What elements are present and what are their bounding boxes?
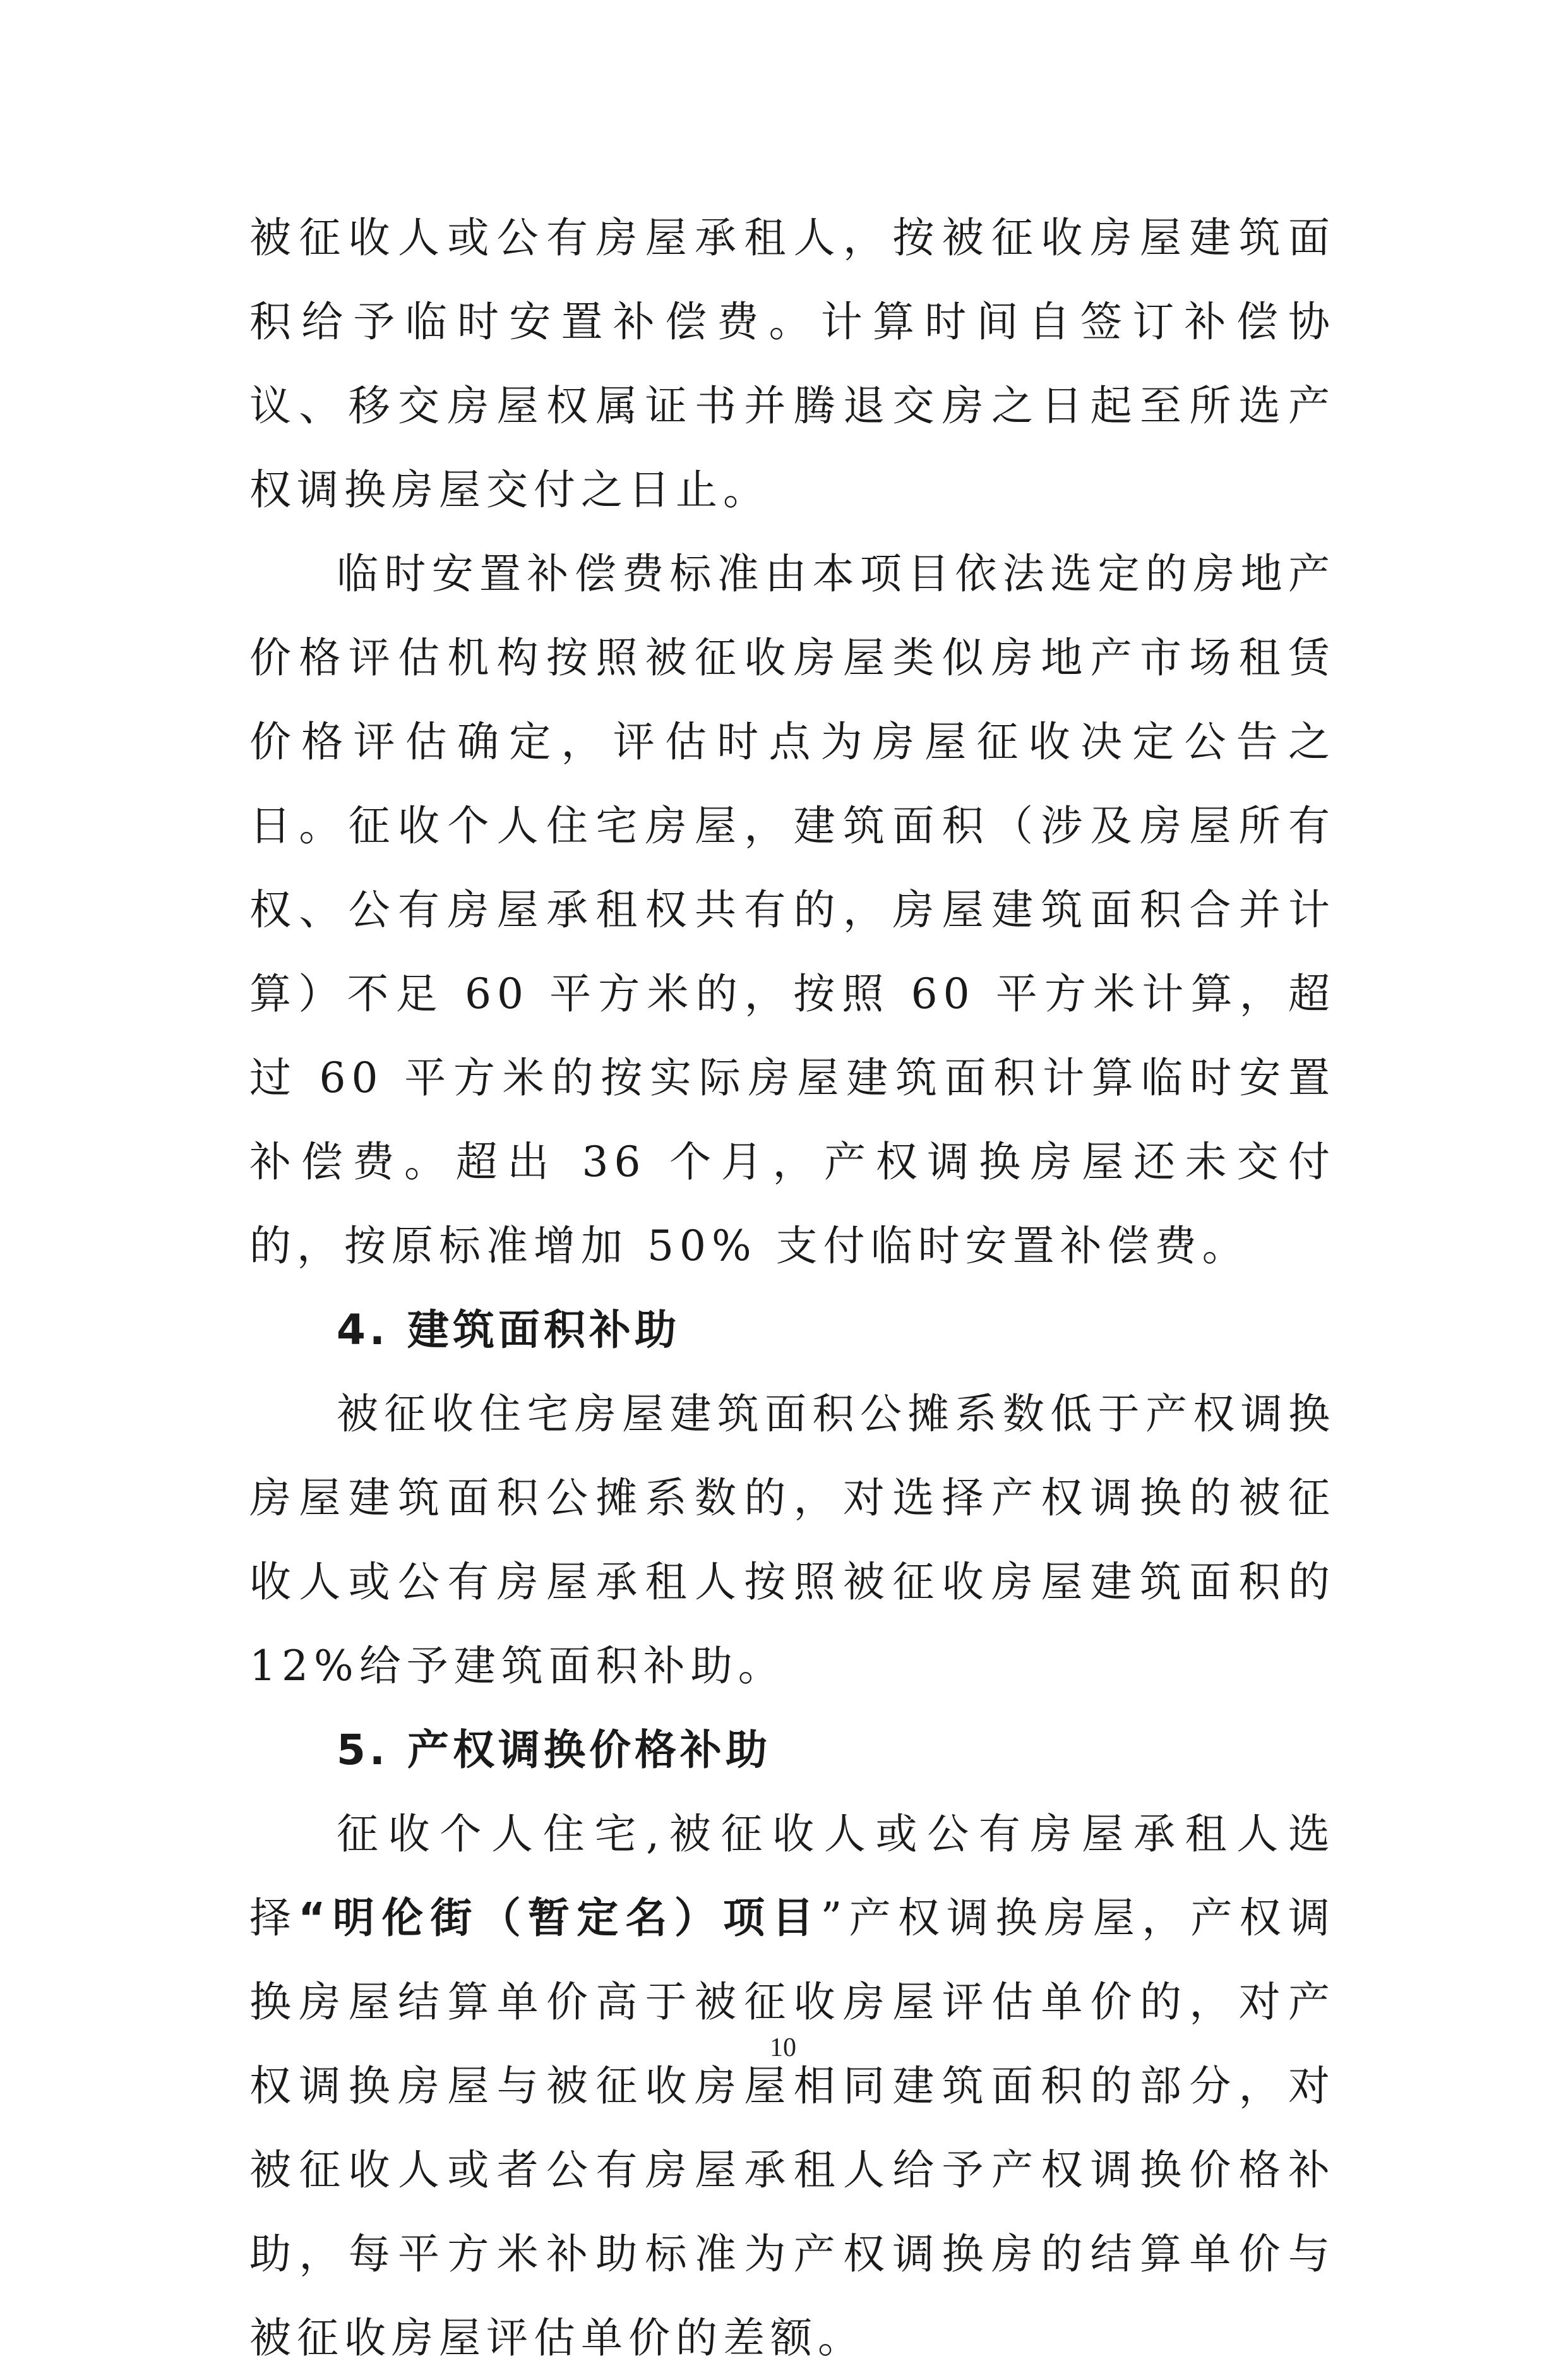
- paragraph-text-start: 征收个人住宅,被征收人或公有房屋承租人选择: [249, 1810, 1336, 1942]
- paragraph-property-exchange-price-subsidy: [249, 1792, 1336, 2380]
- page-number: 10: [770, 2033, 796, 2062]
- project-name-bold: “明伦街（暂定名）项目: [298, 1894, 821, 1942]
- paragraph-text-end: ”产权调换房屋，产权调换房屋结算单价高于被征收房屋评估单价的，对产权调换房屋与被征收房屋相同建筑面积的部分，对被征收人或者公有房屋承租人给予产权调换价格补助，每平方米补助标准为产权调换房的结算单价与被征收房屋评估单价的差额。: [249, 1894, 1336, 2362]
- heading-building-area-subsidy: 4. 建筑面积补助: [337, 1306, 680, 1354]
- paragraph-building-area-subsidy: 被征收住宅房屋建筑面积公摊系数低于产权调换房屋建筑面积公摊系数的，对选择产权调换的被征收人或公有房屋承租人按照被征收房屋建筑面积的 12%给予建筑面积补助。: [249, 1390, 1336, 1690]
- paragraph-temporary-resettlement-intro: 被征收人或公有房屋承租人，按被征收房屋建筑面积给予临时安置补偿费。计算时间自签订补偿协议、移交房屋权属证书并腾退交房之日起至所选产权调换房屋交付之日止。: [249, 213, 1336, 514]
- paragraph-temporary-resettlement-standard: 临时安置补偿费标准由本项目依法选定的房地产价格评估机构按照被征收房屋类似房地产市场租赁价格评估确定，评估时点为房屋征收决定公告之日。征收个人住宅房屋，建筑面积（涉及房屋所有权、公有房屋承租权共有的，房屋建筑面积合并计算）不足 60 平方米的，按照 60 平方米计算，超过 60 平方米的按实际房屋建筑面积计算临时安置补偿费。超出 36 个月，产权调换房屋还未交付的，按原标准增加 50% 支付临时安置补偿费。: [249, 550, 1336, 1270]
- heading-property-exchange-price-subsidy: 5. 产权调换价格补助: [337, 1726, 771, 1774]
